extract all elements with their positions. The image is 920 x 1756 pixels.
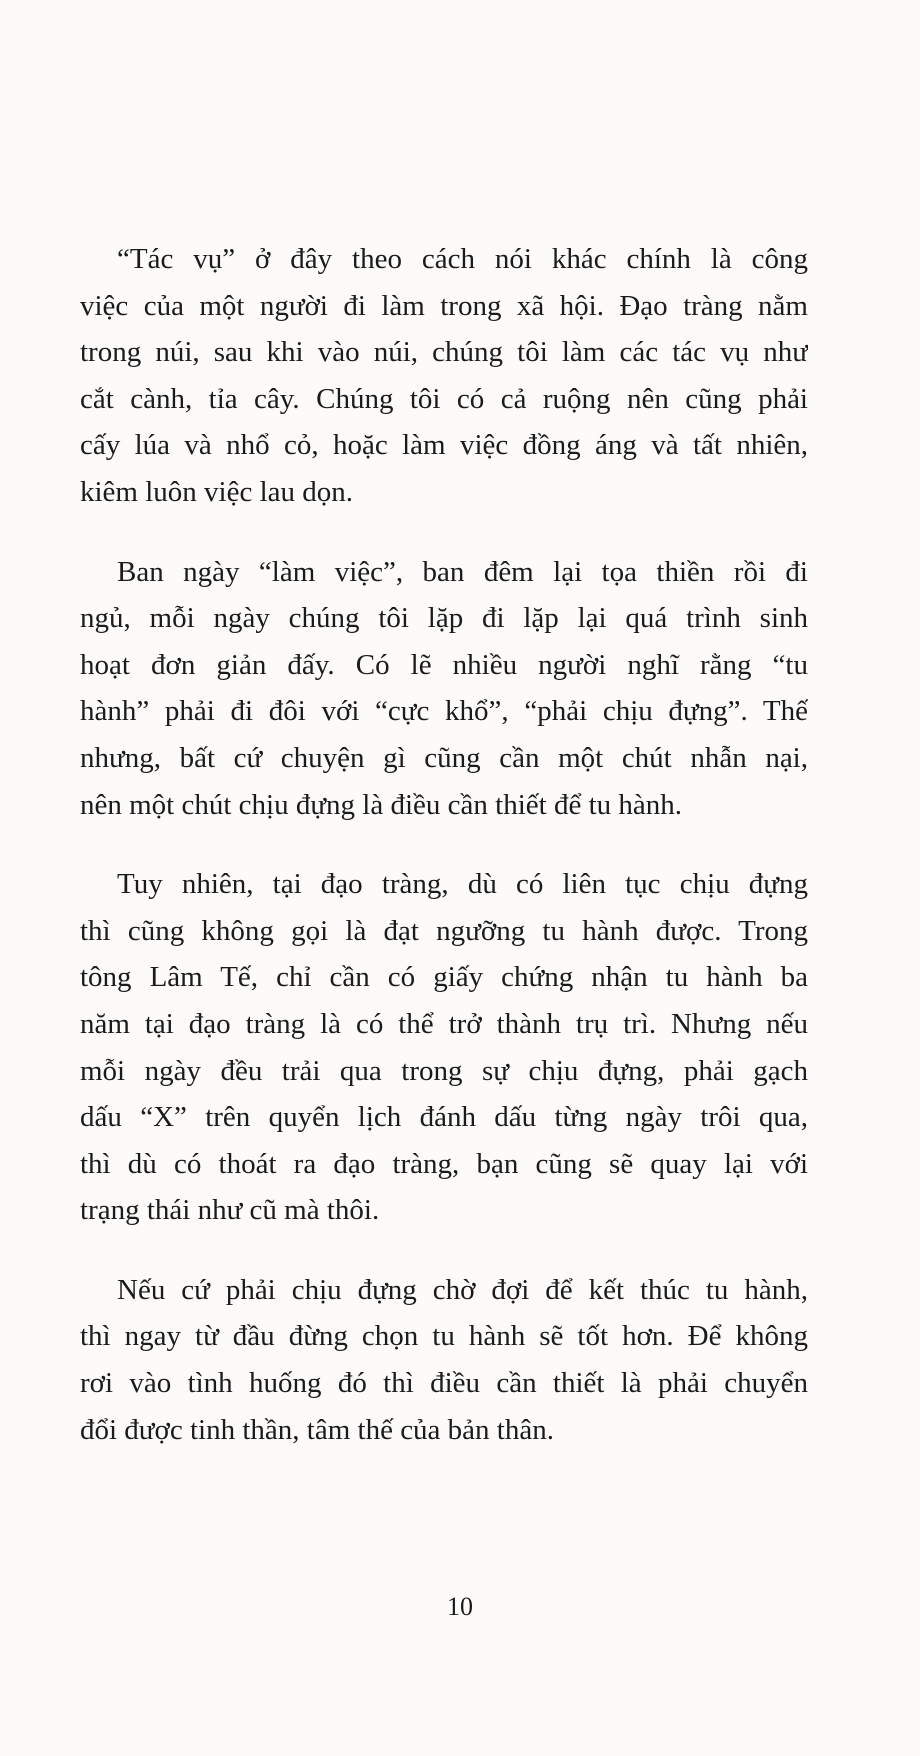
paragraph	[80, 236, 808, 516]
text-line: Ban ngày “làm việc”, ban đêm lại tọa thiền rồi đi	[117, 555, 808, 588]
text-line: nhưng, bất cứ chuyện gì cũng cần một chút nhẫn nại,	[80, 741, 808, 774]
text-line: thì ngay từ đầu đừng chọn tu hành sẽ tốt hơn. Để không	[80, 1320, 808, 1353]
text-line: ngủ, mỗi ngày chúng tôi lặp đi lặp lại quá trình sinh	[80, 602, 808, 635]
text-line: cấy lúa và nhổ cỏ, hoặc làm việc đồng áng và tất nhiên,	[80, 429, 808, 462]
text-line: việc của một người đi làm trong xã hội. Đạo tràng nằm	[80, 289, 808, 322]
text-line: thì cũng không gọi là đạt ngưỡng tu hành được. Trong	[80, 914, 808, 947]
text-line: tông Lâm Tế, chỉ cần có giấy chứng nhận tu hành ba	[80, 961, 808, 994]
text-line: hành” phải đi đôi với “cực khổ”, “phải chịu đựng”. Thế	[80, 695, 808, 728]
page-number: 10	[447, 1592, 473, 1621]
text-line: hoạt đơn giản đấy. Có lẽ nhiều người nghĩ rằng “tu	[80, 648, 808, 681]
page-body-text	[80, 236, 808, 1486]
text-line: Nếu cứ phải chịu đựng chờ đợi để kết thúc tu hành,	[117, 1273, 808, 1306]
text-line: Tuy nhiên, tại đạo tràng, dù có liên tục chịu đựng	[117, 868, 808, 901]
text-line: kiêm luôn việc lau dọn.	[80, 475, 354, 508]
text-line: trong núi, sau khi vào núi, chúng tôi làm các tác vụ như	[80, 336, 808, 369]
text-line: rơi vào tình huống đó thì điều cần thiết là phải chuyển	[80, 1367, 808, 1400]
text-line: cắt cành, tỉa cây. Chúng tôi có cả ruộng nên cũng phải	[80, 382, 808, 415]
paragraph	[80, 1267, 808, 1453]
text-line: dấu “X” trên quyển lịch đánh dấu từng ngày trôi qua,	[80, 1101, 808, 1134]
text-line: thì dù có thoát ra đạo tràng, bạn cũng sẽ quay lại với	[80, 1147, 808, 1180]
text-line: năm tại đạo tràng là có thể trở thành trụ trì. Nhưng nếu	[80, 1007, 808, 1040]
text-line: “Tác vụ” ở đây theo cách nói khác chính là công	[117, 243, 808, 275]
text-line: mỗi ngày đều trải qua trong sự chịu đựng, phải gạch	[80, 1054, 808, 1087]
paragraph	[80, 861, 808, 1234]
paragraph	[80, 549, 808, 829]
text-line: trạng thái như cũ mà thôi.	[80, 1194, 380, 1227]
text-line: đổi được tinh thần, tâm thế của bản thân.	[80, 1413, 554, 1446]
text-line: nên một chút chịu đựng là điều cần thiết để tu hành.	[80, 788, 683, 821]
